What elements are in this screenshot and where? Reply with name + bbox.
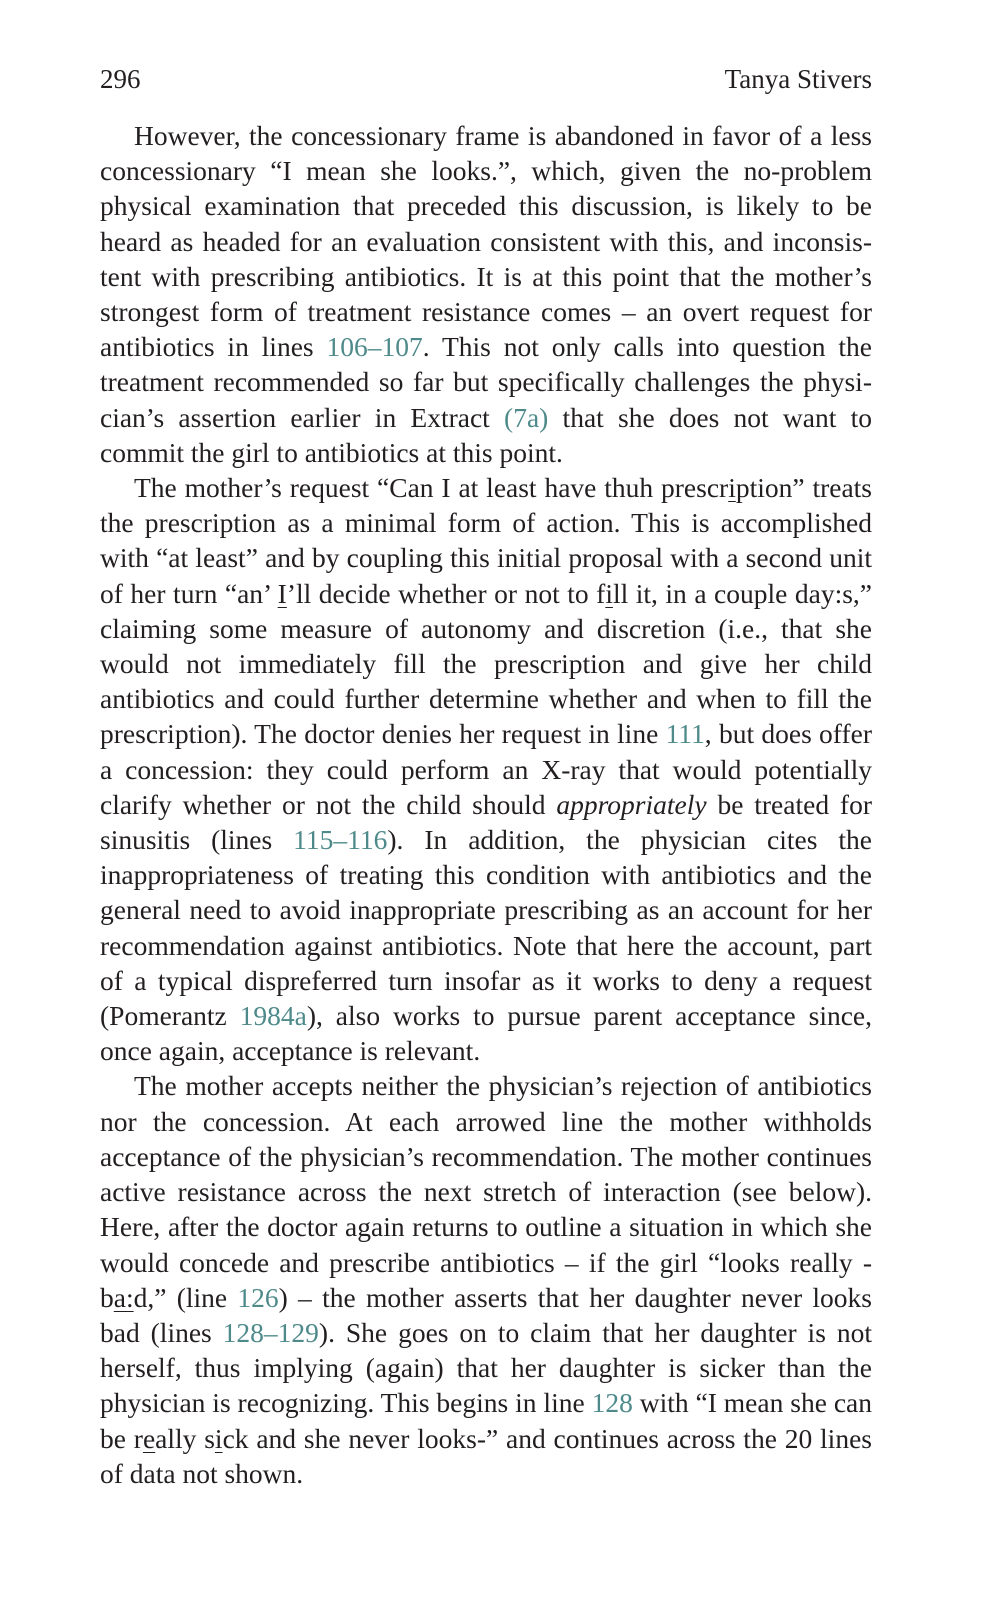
paragraph-3 (100, 1068, 872, 1490)
text-run: d,” (line (133, 1281, 238, 1313)
text-run: ) – the mother asserts that her daughter never looks bad (lines (100, 1281, 872, 1348)
body-text (100, 118, 872, 1491)
line-reference-link[interactable]: 128–129 (222, 1316, 319, 1348)
text-run: The mother’s request “Can I at least have thuh prescr (134, 472, 729, 504)
text-run: . This not only calls into question the treatment recommended so far but specifically challenges the physician’s assertion earlier in Extract (100, 331, 872, 433)
line-reference-link[interactable]: 106–107 (326, 331, 423, 363)
text-run: with “I mean she can be r (100, 1387, 872, 1454)
citation-link[interactable]: 1984a (239, 1000, 307, 1032)
line-reference-link[interactable]: 128 (591, 1387, 633, 1419)
line-reference-link[interactable]: 115–116 (293, 824, 388, 856)
emphasis: appropriately (556, 788, 707, 820)
text-run: ption” treats the prescription as a minimal form of action. This is accomplished with “at least” and by coupling this initial proposal with a second unit of her turn “an’ (100, 472, 872, 609)
running-head (100, 62, 872, 96)
line-reference-link[interactable]: 111 (665, 718, 705, 750)
page-number: 296 (100, 64, 141, 94)
text-run: ally s (155, 1422, 215, 1454)
text-run: ). She goes on to claim that her daughter is not herself, thus implying (again) that her daughter is sicker than the physician is recognizing. This begins in line (100, 1316, 872, 1419)
underlined-stress: a: (113, 1281, 134, 1313)
text-run: However, the concessionary frame is abandoned in favor of a less concessionary “I mean she looks.”, which, given the no-problem physical examination that preceded this discussion, is likely to be heard as headed for an evaluation consistent with this, and inconsistent with prescribing antibiotics. It is at this point that the mother’s strongest form of treatment resistance comes – an overt request for antibiotics in lines (100, 120, 872, 363)
book-page (100, 62, 872, 1491)
line-reference-link[interactable]: 126 (237, 1281, 279, 1313)
text-run: be treated for sinusitis (lines (100, 788, 872, 856)
underlined-stress: i (728, 472, 736, 504)
underlined-stress: i (605, 577, 613, 609)
text-run: ’ll decide whether or not to f (286, 577, 606, 609)
text-run: The mother accepts neither the physician’s rejection of antibiotics nor the concession. At each arrowed line the mother withholds acceptance of the physician’s recommendation. The mother continues active resistance across the next stretch of interaction (see below). Here, after the doctor again returns to outline a situation in which she would concede and prescribe antibiotics – if the girl “looks really -b (100, 1070, 872, 1313)
text-run: that she does not want to commit the girl to antibiotics at this point. (100, 401, 872, 468)
text-run: ck and she never looks-” and continues across the 20 lines of data not shown. (100, 1422, 872, 1489)
extract-reference-link[interactable]: (7a) (504, 401, 549, 433)
paragraph-1 (100, 118, 872, 470)
underlined-stress: e (142, 1422, 156, 1454)
text-run: ). In addition, the physician cites the inappropriateness of treating this condition with antibiotics and the general need to avoid inappropriate prescribing as an account for her recommendation against antibiotics. Note that here the account, part of a typical dispreferred turn insofar as it works to deny a request (Pomerantz (100, 824, 872, 1032)
underlined-stress: i (214, 1422, 223, 1454)
running-title-author: Tanya Stivers (724, 64, 872, 94)
text-run: ll it, in a couple day:s,” claiming some measure of autonomy and discretion (i.e., that she would not immediately fill the prescription and give her child antibiotics and could further determine whether and when to fill the prescription). The doctor denies her request in line (100, 577, 872, 750)
underlined-stress: I (277, 577, 287, 609)
paragraph-2 (100, 470, 872, 1068)
text-run: , but does offer a concession: they could perform an X-ray that would potentially clarify whether or not the child should (100, 718, 872, 820)
text-run: ), also works to pursue parent acceptance since, once again, acceptance is relevant. (100, 1000, 872, 1067)
